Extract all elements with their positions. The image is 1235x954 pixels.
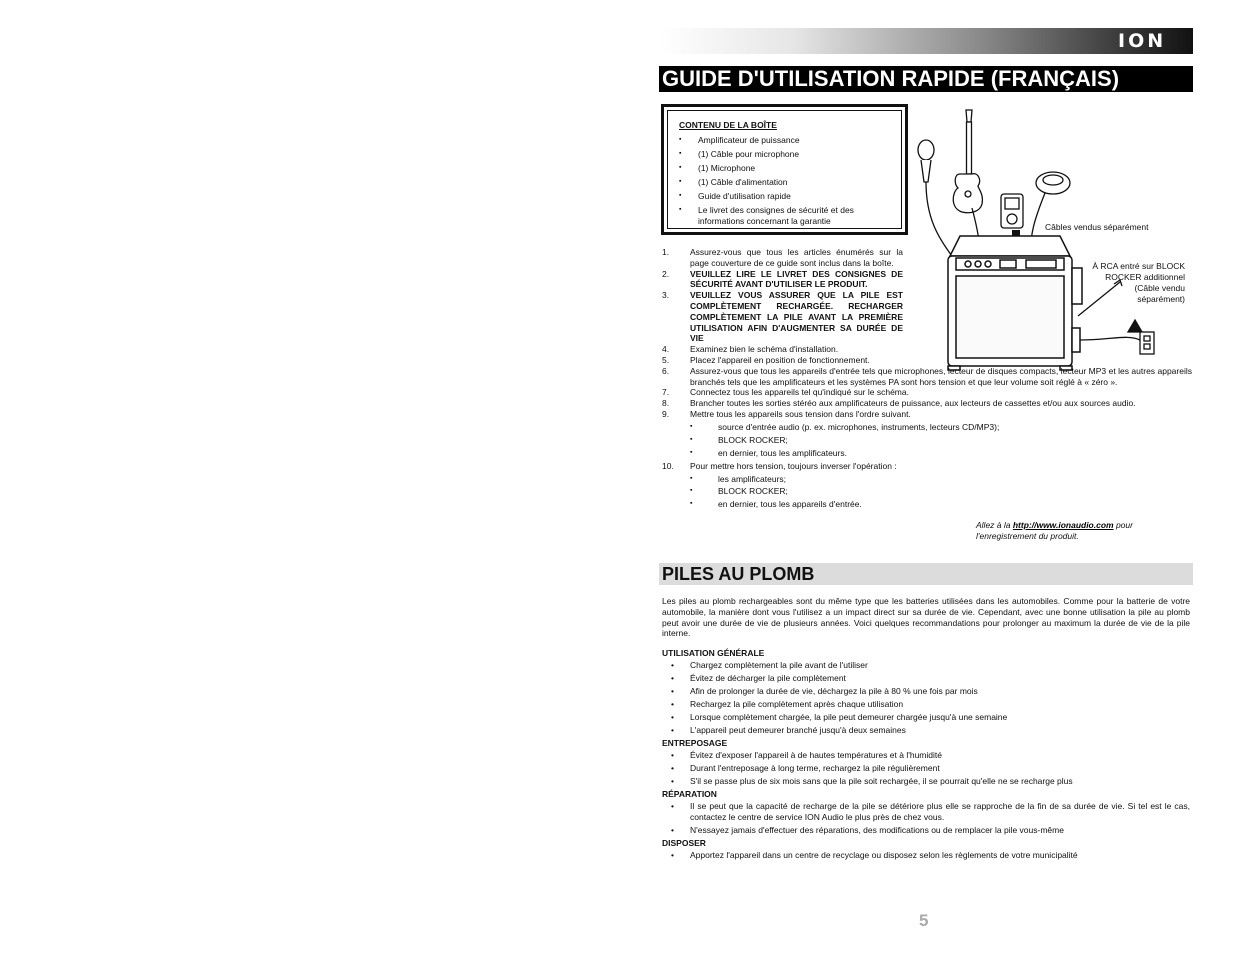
- list-item: • Afin de prolonger la durée de vie, déchargez la pile à 80 % une fois par mois: [671, 685, 978, 696]
- storage-list: [662, 750, 1190, 787]
- section-heading: UTILISATION GÉNÉRALE: [662, 648, 765, 658]
- battery-section-title: PILES AU PLOMB: [659, 563, 1193, 585]
- list-item: ▪ source d'entrée audio (p. ex. microphones, instruments, lecteurs CD/MP3);: [690, 421, 1000, 432]
- list-item: ▪ Amplificateur de puissance: [679, 135, 800, 145]
- step-item: 4. Examinez bien le schéma d'installation.: [662, 344, 839, 355]
- list-item: ▪ BLOCK ROCKER;: [690, 486, 788, 497]
- microphone-icon: [918, 140, 955, 260]
- step-sublist: [662, 422, 1192, 459]
- cables-sold-separately-label: Câbles vendus séparément: [1045, 222, 1149, 232]
- step-item: 9. Mettre tous les appareils sous tension dans l'ordre suivant.: [662, 408, 911, 419]
- list-item: ▪ Le livret des consignes de sécurité et des informations concernant la garantie: [679, 204, 854, 226]
- section-heading: ENTREPOSAGE: [662, 737, 728, 748]
- page-title: GUIDE D'UTILISATION RAPIDE (FRANÇAIS): [659, 66, 1193, 92]
- box-contents-panel: [661, 104, 908, 235]
- mp3-player-icon: [1001, 194, 1023, 228]
- list-item: • Lorsque complètement chargée, la pile peut demeurer chargée jusqu'à une semaine: [671, 711, 1008, 722]
- step-item: 2. VEUILLEZ LIRE LE LIVRET DES CONSIGNES DE SÉCURITÉ AVANT D'UTILISER LE PRODUIT.: [662, 268, 903, 290]
- step-item: 1. Assurez-vous que tous les articles énumérés sur la page couverture de ce guide sont inclus dans la boîte.: [662, 247, 903, 268]
- list-item: ▪ (1) Microphone: [679, 162, 756, 173]
- box-contents-title: CONTENU DE LA BOÎTE: [679, 120, 777, 130]
- list-item: ▪ (1) Câble pour microphone: [679, 148, 800, 159]
- page-number: 5: [919, 911, 929, 930]
- power-on-order-list: [690, 422, 1192, 459]
- list-item: ▪ (1) Câble d'alimentation: [679, 176, 788, 187]
- battery-care-sections: [662, 648, 1190, 863]
- step-item: 8. Brancher toutes les sorties stéréo aux amplificateurs de puissance, aux lecteurs de cassettes et/ou aux sources audio.: [662, 398, 1136, 409]
- step-item: 10. Pour mettre hors tension, toujours inverser l'opération :: [662, 460, 897, 471]
- list-item: • Durant l'entreposage à long terme, rechargez la pile régulièrement: [671, 762, 940, 773]
- list-item: ▪ en dernier, tous les appareils d'entrée.: [690, 499, 862, 510]
- list-item: ▪ BLOCK ROCKER;: [690, 434, 788, 445]
- rca-input-label: À RCA entré sur BLOCK ROCKER additionnel (Câble vendu séparément): [1092, 261, 1185, 304]
- step-item: 3. VEUILLEZ VOUS ASSURER QUE LA PILE EST COMPLÈTEMENT RECHARGÉE. RECHARGER COMPLÈTEMENT LA PILE AVANT LA PREMIÈRE UTILISATION AFIN D'AUGMENTER SA DURÉE DE VIE: [662, 290, 903, 344]
- step-item: 6. Assurez-vous que tous les appareils d'entrée tels que microphones, lecteur de disques compacts, lecteur MP3 et les autres appareils branchés tels que les amplificateurs et les systèmes PA sont hors tension et que leur volume soit réglé à « zéro ».: [662, 365, 1192, 387]
- box-contents-list: [679, 135, 894, 230]
- disposal-list: [662, 850, 1190, 861]
- registration-note: Allez à la http://www.ionaudio.com pour l'enregistrement du produit.: [976, 520, 1133, 541]
- list-item: • Rechargez la pile complètement après chaque utilisation: [671, 698, 904, 709]
- step-item: 5. Placez l'appareil en position de fonctionnement.: [662, 354, 870, 365]
- list-item: ▪ Guide d'utilisation rapide: [679, 190, 791, 201]
- section-heading: DISPOSER: [662, 837, 706, 848]
- step-sublist: [662, 474, 1192, 511]
- section-heading: RÉPARATION: [662, 788, 717, 799]
- box-contents-inner-frame: [667, 110, 902, 229]
- ion-logo: ION: [1118, 30, 1167, 52]
- list-item: • Chargez complètement la pile avant de l'utiliser: [671, 660, 868, 670]
- general-use-list: [662, 660, 1190, 736]
- setup-steps-list: [662, 247, 1192, 512]
- list-item: ▪ en dernier, tous les amplificateurs.: [690, 447, 847, 458]
- ionaudio-link[interactable]: http://www.ionaudio.com: [1012, 520, 1114, 530]
- battery-intro: Les piles au plomb rechargeables sont du même type que les batteries utilisées dans les automobiles. Comme pour la batterie de votre automobile, la manière dont vous l'utilisez a un impact direct sur sa durée de vie. Cependant, avec une bonne utilisation la pile au plomb peut avoir une durée de vie de plusieurs années. Voici quelques recommandations pour prolonger au maximum la durée de vie de la pile interne.: [662, 596, 1190, 639]
- list-item: ▪ les amplificateurs;: [690, 473, 787, 484]
- repair-list: [662, 801, 1190, 836]
- list-item: • N'essayez jamais d'effectuer des réparations, des modifications ou de remplacer la pile vous-même: [671, 824, 1064, 835]
- list-item: • Il se peut que la capacité de recharge de la pile se détériore plus elle se rapproche de la fin de sa durée de vie. Si tel est le cas, contactez le centre de service ION Audio le plus près de chez vous.: [671, 800, 1190, 822]
- header-gradient-bar: [660, 28, 1193, 54]
- list-item: • Apportez l'appareil dans un centre de recyclage ou disposez selon les règlements de votre municipalité: [671, 849, 1078, 860]
- list-item: • Évitez d'exposer l'appareil à de hautes températures et à l'humidité: [671, 749, 942, 760]
- list-item: • L'appareil peut demeurer branché jusqu'à deux semaines: [671, 724, 906, 735]
- list-item: • S'il se passe plus de six mois sans que la pile soit rechargée, il se pourrait qu'elle ne se recharge plus: [671, 775, 1073, 786]
- power-off-order-list: [690, 474, 1192, 511]
- step-item: 7. Connectez tous les appareils tel qu'indiqué sur le schéma.: [662, 387, 909, 398]
- list-item: • Évitez de décharger la pile complètement: [671, 672, 846, 683]
